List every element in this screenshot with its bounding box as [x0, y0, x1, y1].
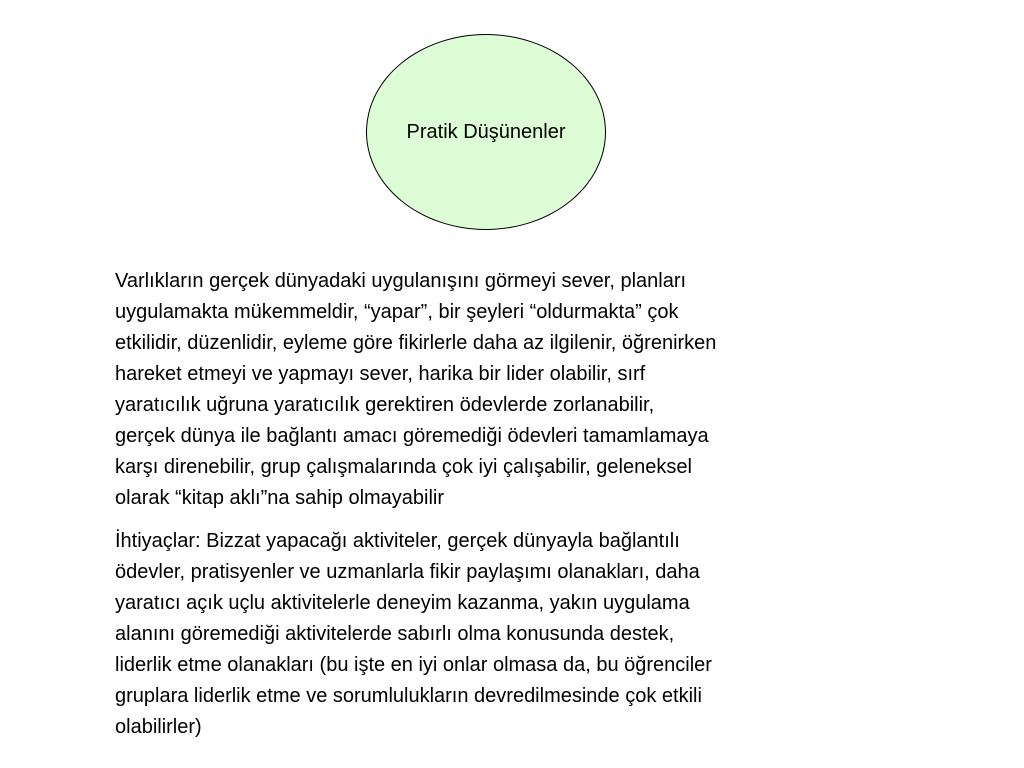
needs-paragraph: İhtiyaçlar: Bizzat yapacağı aktiviteler, gerçek dünyayla bağlantılı ödevler, pratisyenler ve uzmanlarla fikir paylaşımı olanakları, daha yaratıcı açık uçlu aktivitelerle deneyim kazanma, yakın uygulama alanını göremediği aktivitelerde sabırlı olma konusunda destek, liderlik etme olanakları (bu işte en iyi onlar olmasa da, bu öğrenciler gruplara liderlik etme ve sorumlulukların devredilmesinde çok etkili olabilirler)	[115, 530, 712, 738]
concept-ellipse	[366, 34, 606, 230]
body-text	[115, 266, 905, 743]
description-paragraph: Varlıkların gerçek dünyadaki uygulanışını görmeyi sever, planları uygulamakta mükemmeldir, “yapar”, bir şeyleri “oldurmakta” çok etkilidir, düzenlidir, eyleme göre fikirlerle daha az ilgilenir, öğrenirken hareket etmeyi ve yapmayı sever, harika bir lider olabilir, sırf yaratıcılık uğruna yaratıcılık gerektiren ödevlerde zorlanabilir, gerçek dünya ile bağlantı amacı göremediği ödevleri tamamlamaya karşı direnebilir, grup çalışmalarında çok iyi çalışabilir, geleneksel olarak “kitap aklı”na sahip olmayabilir	[115, 270, 717, 509]
concept-label: Pratik Düşünenler	[406, 121, 566, 143]
